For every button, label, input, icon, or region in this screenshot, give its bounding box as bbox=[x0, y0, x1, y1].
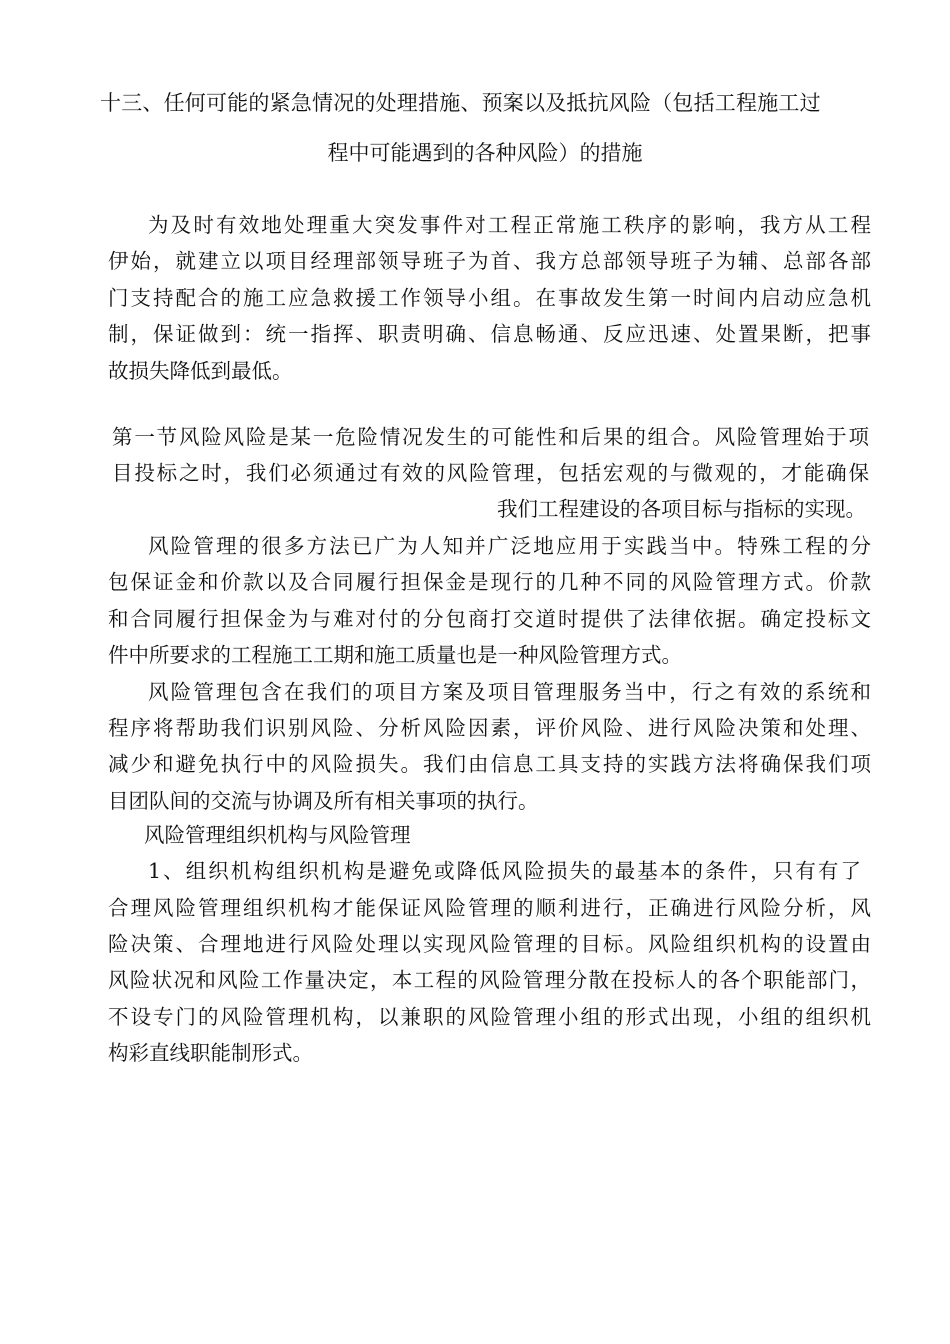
paragraph-line: 为及时有效地处理重大突发事件对工程正常施工秩序的影响，我方从工程 bbox=[148, 213, 871, 237]
paragraph-line: 构彩直线职能制形式。 bbox=[108, 1041, 313, 1065]
paragraph-line: 险决策、合理地进行风险处理以实现风险管理的目标。风险组织机构的设置由 bbox=[108, 932, 871, 956]
section-heading-line-1: 十三、任何可能的紧急情况的处理措施、预案以及抵抗风险（包括工程施工过 bbox=[100, 91, 821, 115]
section-heading-line-2: 程中可能遇到的各种风险）的措施 bbox=[327, 141, 643, 165]
paragraph-line: 程序将帮助我们识别风险、分析风险因素，评价风险、进行风险决策和处理、 bbox=[108, 716, 871, 740]
paragraph-line: 制，保证做到：统一指挥、职责明确、信息畅通、反应迅速、处置果断，把事 bbox=[108, 322, 871, 346]
paragraph-line: 件中所要求的工程施工工期和施工质量也是一种风险管理方式。 bbox=[108, 643, 682, 667]
paragraph-line: 伊始，就建立以项目经理部领导班子为首、我方总部领导班子为辅、总部各部 bbox=[108, 249, 871, 273]
paragraph-line: 风险管理包含在我们的项目方案及项目管理服务当中，行之有效的系统和 bbox=[148, 680, 871, 704]
paragraph-line: 风险管理的很多方法已广为人知并广泛地应用于实践当中。特殊工程的分 bbox=[148, 534, 871, 558]
paragraph-line: 减少和避免执行中的风险损失。我们由信息工具支持的实践方法将确保我们项 bbox=[108, 752, 871, 776]
paragraph-line: 1、组织机构组织机构是避免或降低风险损失的最基本的条件，只有有了 bbox=[148, 859, 861, 883]
paragraph-line: 不设专门的风险管理机构，以兼职的风险管理小组的形式出现，小组的组织机 bbox=[108, 1005, 871, 1029]
paragraph-line: 我们工程建设的各项目标与指标的实现。 bbox=[497, 497, 866, 521]
paragraph-line: 故损失降低到最低。 bbox=[108, 359, 293, 383]
paragraph-line: 目投标之时，我们必须通过有效的风险管理，包括宏观的与微观的，才能确保 bbox=[112, 461, 869, 485]
subheading: 风险管理组织机构与风险管理 bbox=[144, 823, 411, 847]
paragraph-line: 门支持配合的施工应急救援工作领导小组。在事故发生第一时间内启动应急机 bbox=[108, 286, 871, 310]
paragraph-line: 第一节风险风险是某一危险情况发生的可能性和后果的组合。风险管理始于项 bbox=[112, 425, 869, 449]
paragraph-line: 包保证金和价款以及合同履行担保金是现行的几种不同的风险管理方式。价款 bbox=[108, 570, 871, 594]
paragraph-line: 合理风险管理组织机构才能保证风险管理的顺利进行，正确进行风险分析，风 bbox=[108, 896, 871, 920]
paragraph-line: 风险状况和风险工作量决定，本工程的风险管理分散在投标人的各个职能部门， bbox=[108, 968, 871, 992]
paragraph-line: 和合同履行担保金为与难对付的分包商打交道时提供了法律依据。确定投标文 bbox=[108, 607, 871, 631]
paragraph-line: 目团队间的交流与协调及所有相关事项的执行。 bbox=[108, 789, 539, 813]
